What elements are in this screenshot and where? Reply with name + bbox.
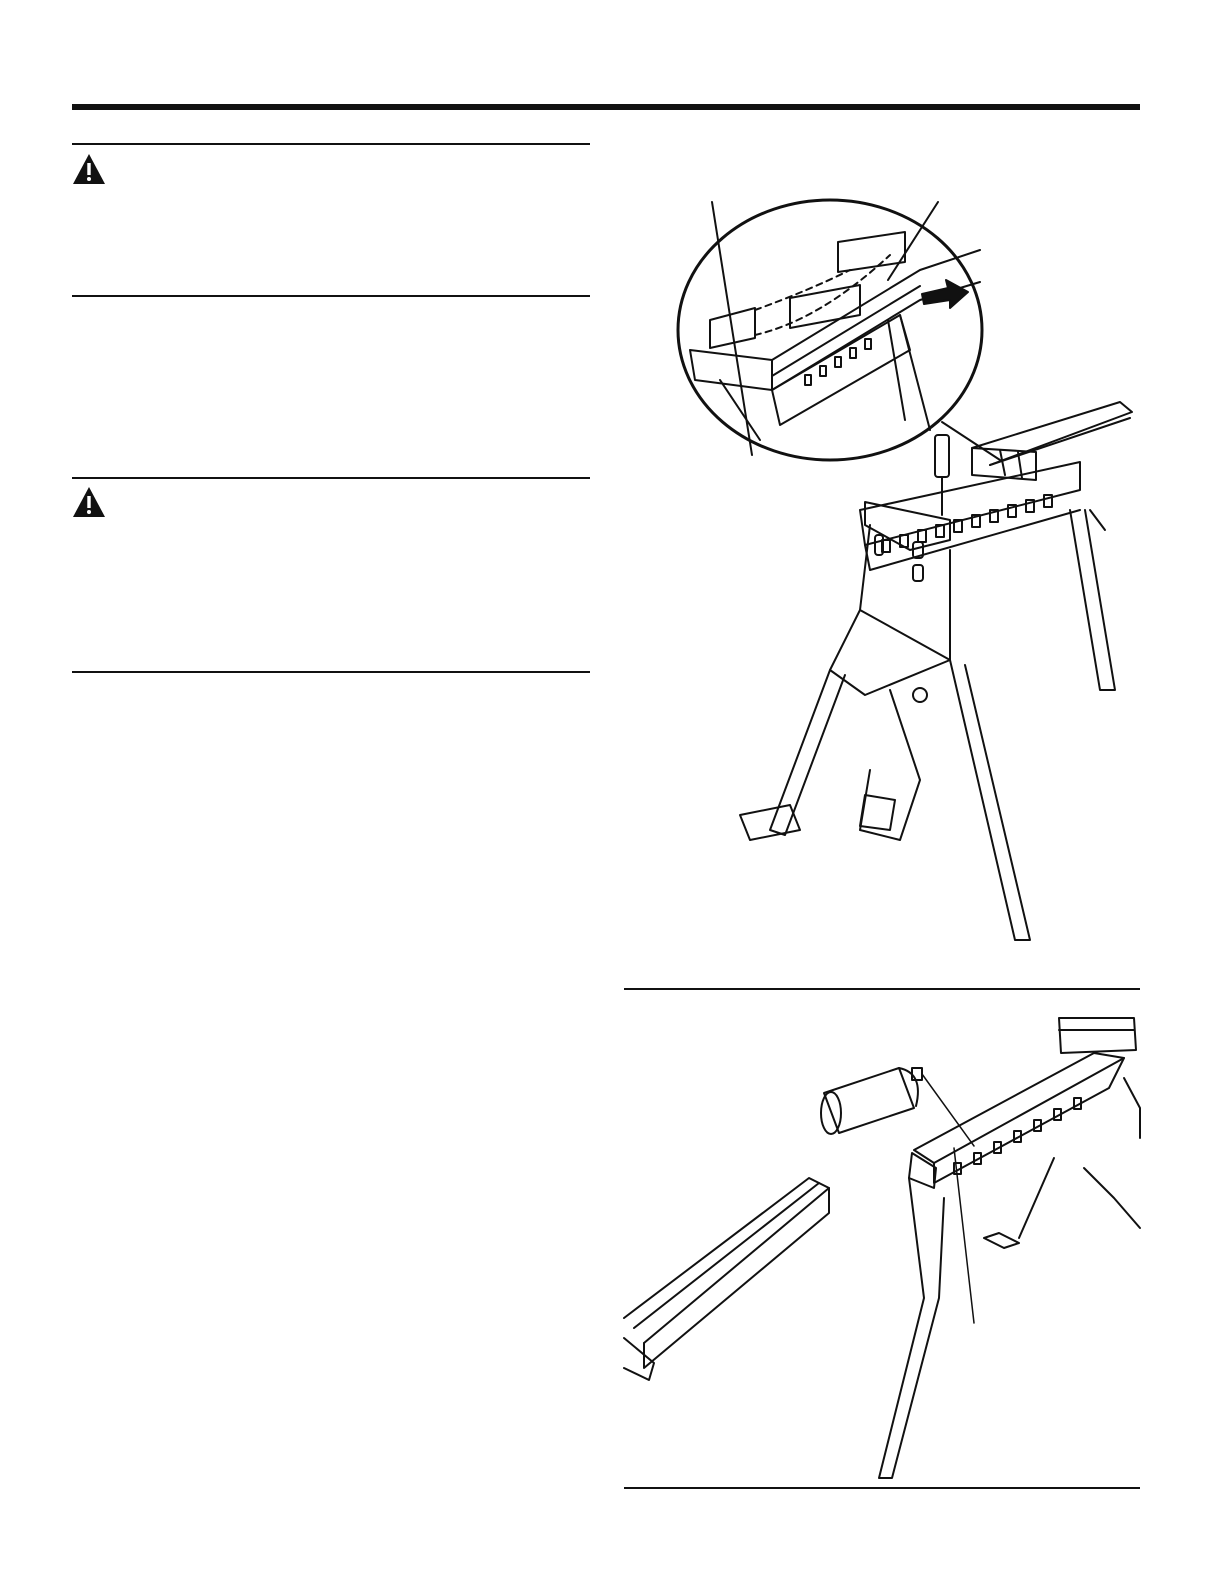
rail [914,1053,1124,1163]
figure-stand-lubrication [624,998,1140,1480]
detail-rail [690,250,980,440]
figure-2-bottom-rule [624,1487,1140,1489]
stand-body [740,402,1132,940]
arrow-right-icon [922,280,968,308]
spray-can [821,1068,974,1146]
warning-triangle-icon [72,486,106,518]
figure-stand-detail [660,190,1160,960]
warning-panel-2-bottom-rule [72,671,590,673]
detail-circle [678,200,982,460]
detail-plates [710,232,905,348]
warning-panel-top-rule [72,143,590,145]
warning-triangle-icon [72,153,106,185]
warning-panel-bottom-rule [72,295,590,297]
top-rule [72,104,1140,110]
screwdriver [935,435,949,477]
figure-2-top-rule [624,988,1140,990]
warning-panel-2-top-rule [72,477,590,479]
